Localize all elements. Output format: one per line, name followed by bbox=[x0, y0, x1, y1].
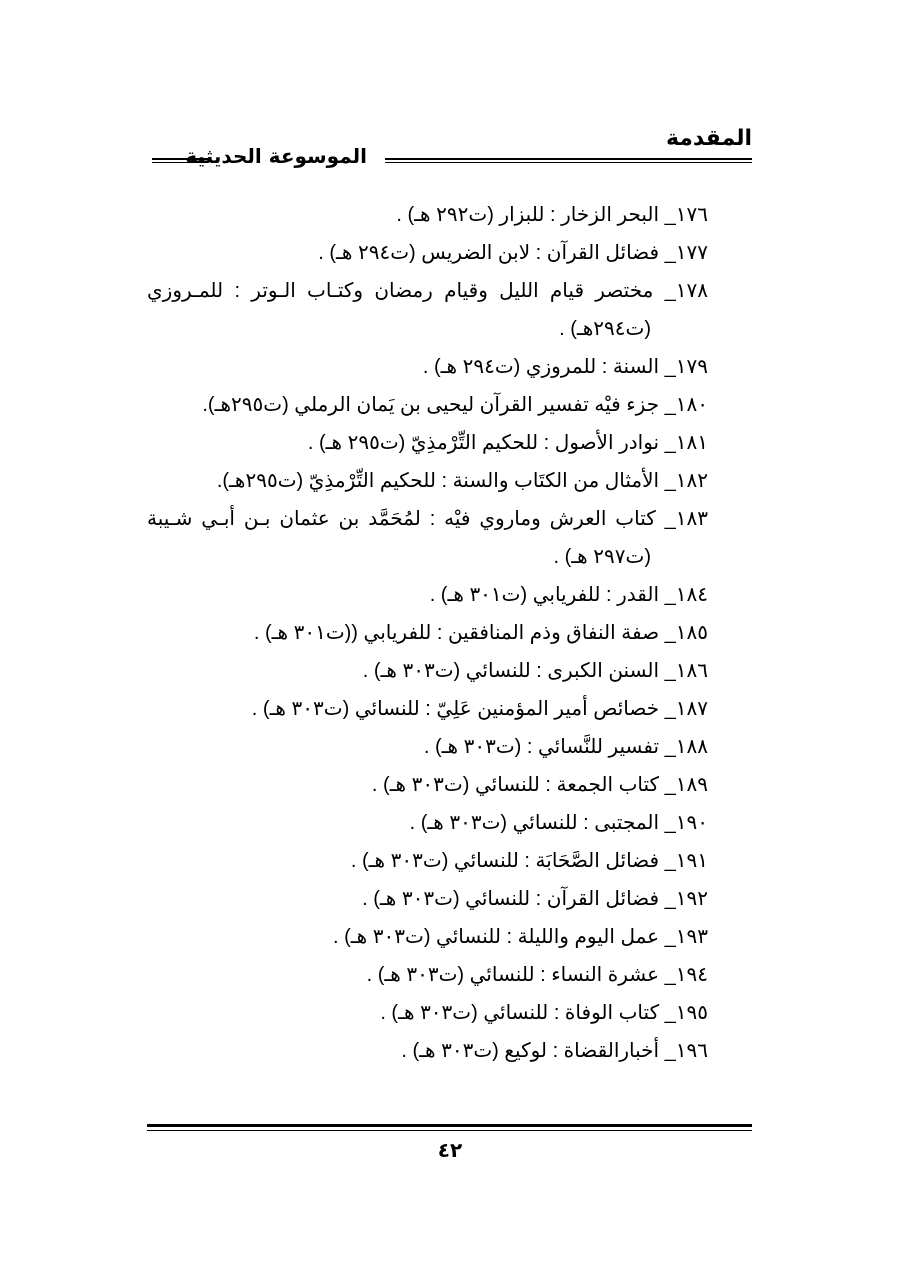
list-item: ١٨١_ نوادر الأصول : للحكيم التِّرْمذِيّ (ت٢٩٥ هـ) . bbox=[307, 432, 708, 454]
list-item: ١٨٧_ خصائص أمير المؤمنين عَلِيّ : للنسائي (ت٣٠٣ هـ) . bbox=[251, 698, 708, 720]
list-item: ١٨٢_ الأمثال من الكتَاب والسنة : للحكيم التِّرْمذِيّ (ت٢٩٥هـ). bbox=[216, 470, 708, 492]
list-item: ١٩٥_ كتاب الوفاة : للنسائي (ت٣٠٣ هـ) . bbox=[380, 1002, 708, 1024]
list-item: ١٨٥_ صفة النفاق وذم المنافقين : للفريابي ((ت٣٠١ هـ) . bbox=[253, 622, 708, 644]
footer-rule bbox=[147, 1130, 752, 1131]
list-item: ١٨٣_ كتاب العرش وماروي فيْه : لمُحَمَّد بن عثمان بـن أبـي شـيبة bbox=[147, 508, 708, 530]
list-item: ١٩٣_ عمل اليوم والليلة : للنسائي (ت٣٠٣ هـ) . bbox=[333, 926, 708, 948]
list-item: ١٩١_ فضائل الصَّحَابَة : للنسائي (ت٣٠٣ هـ) . bbox=[350, 850, 708, 872]
list-item: ١٩٢_ فضائل القرآن : للنسائي (ت٣٠٣ هـ) . bbox=[362, 888, 708, 910]
header-rule bbox=[385, 162, 752, 163]
list-item: ١٨٩_ كتاب الجمعة : للنسائي (ت٣٠٣ هـ) . bbox=[371, 774, 708, 796]
header-rule bbox=[385, 158, 752, 160]
page-number: ٤٢ bbox=[437, 1140, 463, 1162]
list-item: ١٨٨_ تفسير للنَّسائي : (ت٣٠٣ هـ) . bbox=[423, 736, 708, 758]
list-item: ١٨٠_ جزء فيْه تفسير القرآن ليحيى بن يَمان الرملي (ت٢٩٥هـ). bbox=[202, 394, 708, 416]
list-item-continuation: (ت٢٩٤هـ) . bbox=[559, 318, 651, 340]
series-title: الموسوعة الحديثية bbox=[185, 144, 367, 168]
list-item: ١٧٨_ مختصر قيام الليل وقيام رمضان وكتـاب الـوتر : للمـروزي bbox=[147, 280, 708, 302]
list-item: ١٧٩_ السنة : للمروزي (ت٢٩٤ هـ) . bbox=[422, 356, 708, 378]
bibliography-list bbox=[147, 196, 708, 1070]
page-header bbox=[145, 118, 752, 168]
footer-rule bbox=[147, 1124, 752, 1127]
list-item: ١٧٦_ البحر الزخار : للبزار (ت٢٩٢ هـ) . bbox=[396, 204, 708, 226]
chapter-title: المقدمة bbox=[665, 126, 752, 151]
list-item: ١٨٦_ السنن الكبرى : للنسائي (ت٣٠٣ هـ) . bbox=[362, 660, 708, 682]
list-item: ١٧٧_ فضائل القرآن : لابن الضريس (ت٢٩٤ هـ) . bbox=[318, 242, 708, 264]
list-item: ١٨٤_ القدر : للفريابي (ت٣٠١ هـ) . bbox=[429, 584, 708, 606]
list-item: ١٩٠_ المجتبى : للنسائي (ت٣٠٣ هـ) . bbox=[409, 812, 708, 834]
header-rule-short bbox=[152, 158, 208, 160]
list-item-continuation: (ت٢٩٧ هـ) . bbox=[553, 546, 651, 568]
list-item: ١٩٦_ أخبارالقضاة : لوكيع (ت٣٠٣ هـ) . bbox=[401, 1040, 708, 1062]
header-rule-short bbox=[152, 162, 208, 163]
list-item: ١٩٤_ عشرة النساء : للنسائي (ت٣٠٣ هـ) . bbox=[366, 964, 708, 986]
